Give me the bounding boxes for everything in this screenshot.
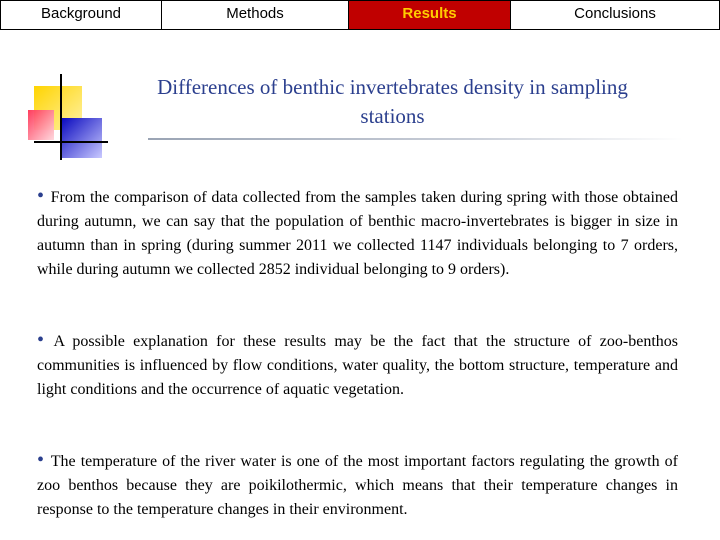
bullet-icon: • bbox=[37, 185, 45, 207]
logo-red-square bbox=[28, 110, 54, 140]
color-squares-logo-icon bbox=[28, 74, 108, 164]
bullet-paragraph-3 bbox=[37, 448, 678, 522]
paragraph-text-3: The temperature of the river water is one of the most important factors regulating the growth of zoo benthos because they are poikilothermic, which means that their temperature changes in response to the temperature changes in their environment. bbox=[37, 453, 678, 518]
paragraph-text-1: From the comparison of data collected from the samples taken during spring with those obtained during autumn, we can say that the population of benthic macro-invertebrates is bigger in size in autumn than in spring (during summer 2011 we collected 1147 individuals belonging to 7 orders, while during autumn we collected 2852 individual belonging to 9 orders). bbox=[37, 189, 679, 278]
bullet-paragraph-1 bbox=[37, 184, 678, 282]
bullet-icon: • bbox=[37, 449, 45, 471]
bullet-paragraph-2 bbox=[37, 328, 678, 402]
paragraph-text-2: A possible explanation for these results may be the fact that the structure of zoo-benthos communities is influenced by flow conditions, water quality, the bottom structure, temperature and light conditions and the occurrence of aquatic vegetation. bbox=[37, 333, 679, 398]
title-divider bbox=[148, 138, 683, 140]
logo-blue-square bbox=[62, 118, 102, 158]
slide-navigation-bar bbox=[0, 0, 720, 30]
tab-conclusions[interactable]: Conclusions bbox=[511, 0, 720, 30]
tab-background[interactable]: Background bbox=[0, 0, 162, 30]
tab-methods[interactable]: Methods bbox=[162, 0, 349, 30]
tab-results[interactable]: Results bbox=[349, 0, 511, 30]
bullet-icon: • bbox=[37, 329, 45, 351]
slide-title: Differences of benthic invertebrates density in sampling stations bbox=[157, 75, 628, 128]
